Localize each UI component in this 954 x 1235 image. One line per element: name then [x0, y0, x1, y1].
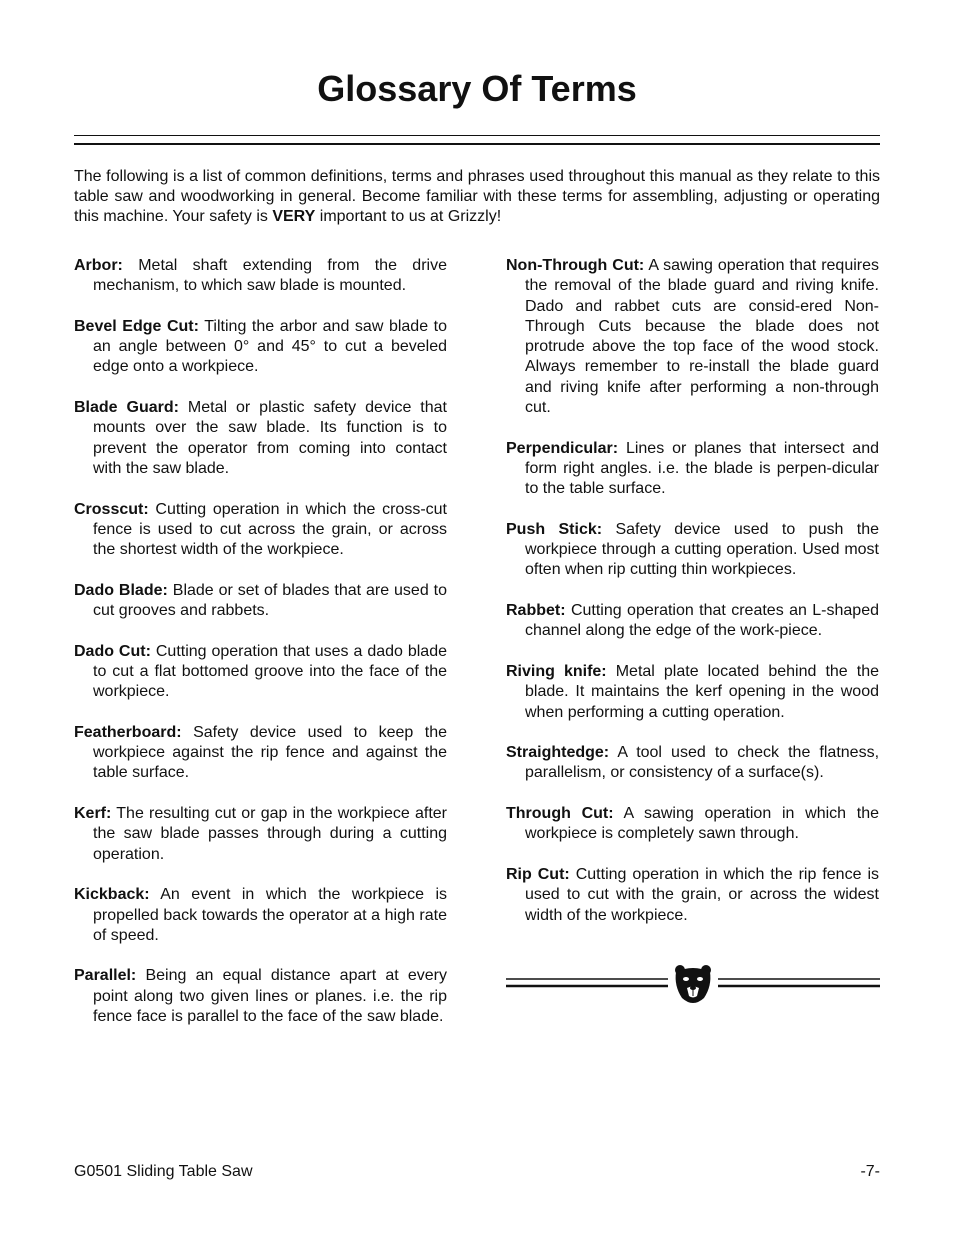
glossary-term: Non-Through Cut: [506, 257, 645, 274]
glossary-term: Riving knife: [506, 662, 607, 680]
glossary-definition: An event in which the workpiece is propelled back towards the operator at a high rate of speed. [93, 886, 448, 944]
glossary-term: Kerf: [74, 805, 112, 823]
glossary-definition: Blade or set of blades that are used to cut grooves and rabbets. [93, 581, 448, 620]
glossary-entry [74, 581, 447, 622]
glossary-term: Perpendicular: [506, 439, 619, 457]
glossary-column-right [506, 256, 879, 946]
glossary-definition: Cutting operation that creates an L-shaped channel along the edge of the work-piece. [525, 602, 879, 640]
glossary-definition: A tool used to check the flatness, parallelism, or consistency of a surface(s). [525, 744, 880, 782]
intro-emphasis: VERY [272, 208, 316, 225]
glossary-term: Dado Blade: [74, 581, 168, 599]
glossary-entry [506, 804, 879, 845]
intro-text-before: The following is a list of common definitions, terms and phrases used throughout this manual as they relate to this table saw and woodworking in general. Become familiar with these terms for assembling, adjusting or operating this machine. Your safety is [74, 168, 880, 225]
glossary-term: Rip Cut: [506, 865, 570, 883]
glossary-entry [506, 743, 879, 784]
bear-head-icon [675, 965, 711, 1003]
glossary-definition: Safety device used to push the workpiece through a cutting operation. Used most often when rip cutting thin workpieces. [525, 520, 879, 579]
glossary-entry [506, 256, 879, 418]
glossary-definition: Metal or plastic safety device that mounts over the saw blade. Its function is to prevent the operator from coming into contact with the saw blade. [93, 399, 447, 477]
glossary-definition: Tilting the arbor and saw blade to an angle between 0° and 45° to cut a beveled edge onto a workpiece. [93, 317, 448, 376]
footer-page-number: -7- [860, 1163, 880, 1180]
glossary-column-left [74, 256, 447, 1048]
glossary-term: Crosscut: [74, 500, 149, 518]
section-divider [506, 964, 880, 1008]
title-rule-thick [74, 143, 880, 145]
glossary-definition: A sawing operation that requires the removal of the blade guard and riving knife. Dado and rabbet cuts are consid-ered Non-Through Cuts because the blade does not protrude above the top face of the wood stock. Always remember to re-install the blade guard and riving knife after performing a non-through cut. [525, 257, 880, 417]
glossary-entry [506, 601, 879, 642]
glossary-entry [74, 723, 447, 784]
glossary-entry [74, 804, 447, 865]
glossary-entry [506, 520, 879, 581]
glossary-entry [74, 256, 447, 297]
glossary-definition: Cutting operation in which the cross-cut fence is used to cut across the grain, or across the shortest width of the workpiece. [93, 500, 447, 559]
glossary-entry [74, 642, 447, 703]
intro-text-after: important to us at Grizzly! [315, 208, 502, 225]
glossary-term: Rabbet: [506, 602, 566, 620]
page-title: Glossary Of Terms [317, 68, 637, 109]
glossary-definition: Being an equal distance apart at every point along two given lines or planes. i.e. the rip fence face is parallel to the face of the saw blade. [93, 967, 447, 1025]
glossary-entry [74, 885, 447, 946]
footer-model-name: G0501 Sliding Table Saw [74, 1163, 253, 1180]
glossary-entry [74, 500, 447, 561]
glossary-term: Featherboard: [74, 723, 182, 741]
glossary-term: Dado Cut: [74, 642, 151, 660]
glossary-term: Blade Guard: [74, 399, 179, 417]
glossary-term: Kickback: [74, 886, 150, 904]
glossary-entry [506, 439, 879, 500]
glossary-entry [74, 398, 447, 479]
glossary-term: Arbor: [74, 257, 123, 274]
bear-divider-graphic [506, 964, 880, 1008]
glossary-definition: Metal plate located behind the the blade. It maintains the kerf opening in the wood when performing a cutting operation. [525, 662, 880, 721]
glossary-definition: The resulting cut or gap in the workpiece after the saw blade passes through during a cutting operation. [93, 805, 447, 863]
glossary-entry [74, 317, 447, 378]
title-rule-thin [74, 135, 880, 136]
glossary-entry [506, 865, 879, 926]
glossary-term: Through Cut: [506, 805, 614, 823]
glossary-term: Bevel Edge Cut: [74, 317, 199, 335]
glossary-entry [74, 966, 447, 1027]
glossary-term: Parallel: [74, 967, 137, 985]
glossary-definition: Cutting operation that uses a dado blade to cut a flat bottomed groove into the face of the workpiece. [93, 642, 447, 701]
glossary-definition: Metal shaft extending from the drive mechanism, to which saw blade is mounted. [93, 257, 447, 295]
glossary-entry [506, 662, 879, 723]
glossary-definition: A sawing operation in which the workpiece is completely sawn through. [525, 805, 880, 843]
glossary-definition: Lines or planes that intersect and form right angles. i.e. the blade is perpen-dicular to the table surface. [525, 439, 879, 498]
glossary-definition: Cutting operation in which the rip fence is used to cut with the grain, or across the widest width of the workpiece. [525, 865, 880, 924]
glossary-term: Straightedge: [506, 744, 610, 762]
glossary-definition: Safety device used to keep the workpiece against the rip fence and against the table surface. [93, 723, 448, 782]
intro-paragraph [74, 167, 880, 227]
glossary-term: Push Stick: [506, 520, 603, 538]
